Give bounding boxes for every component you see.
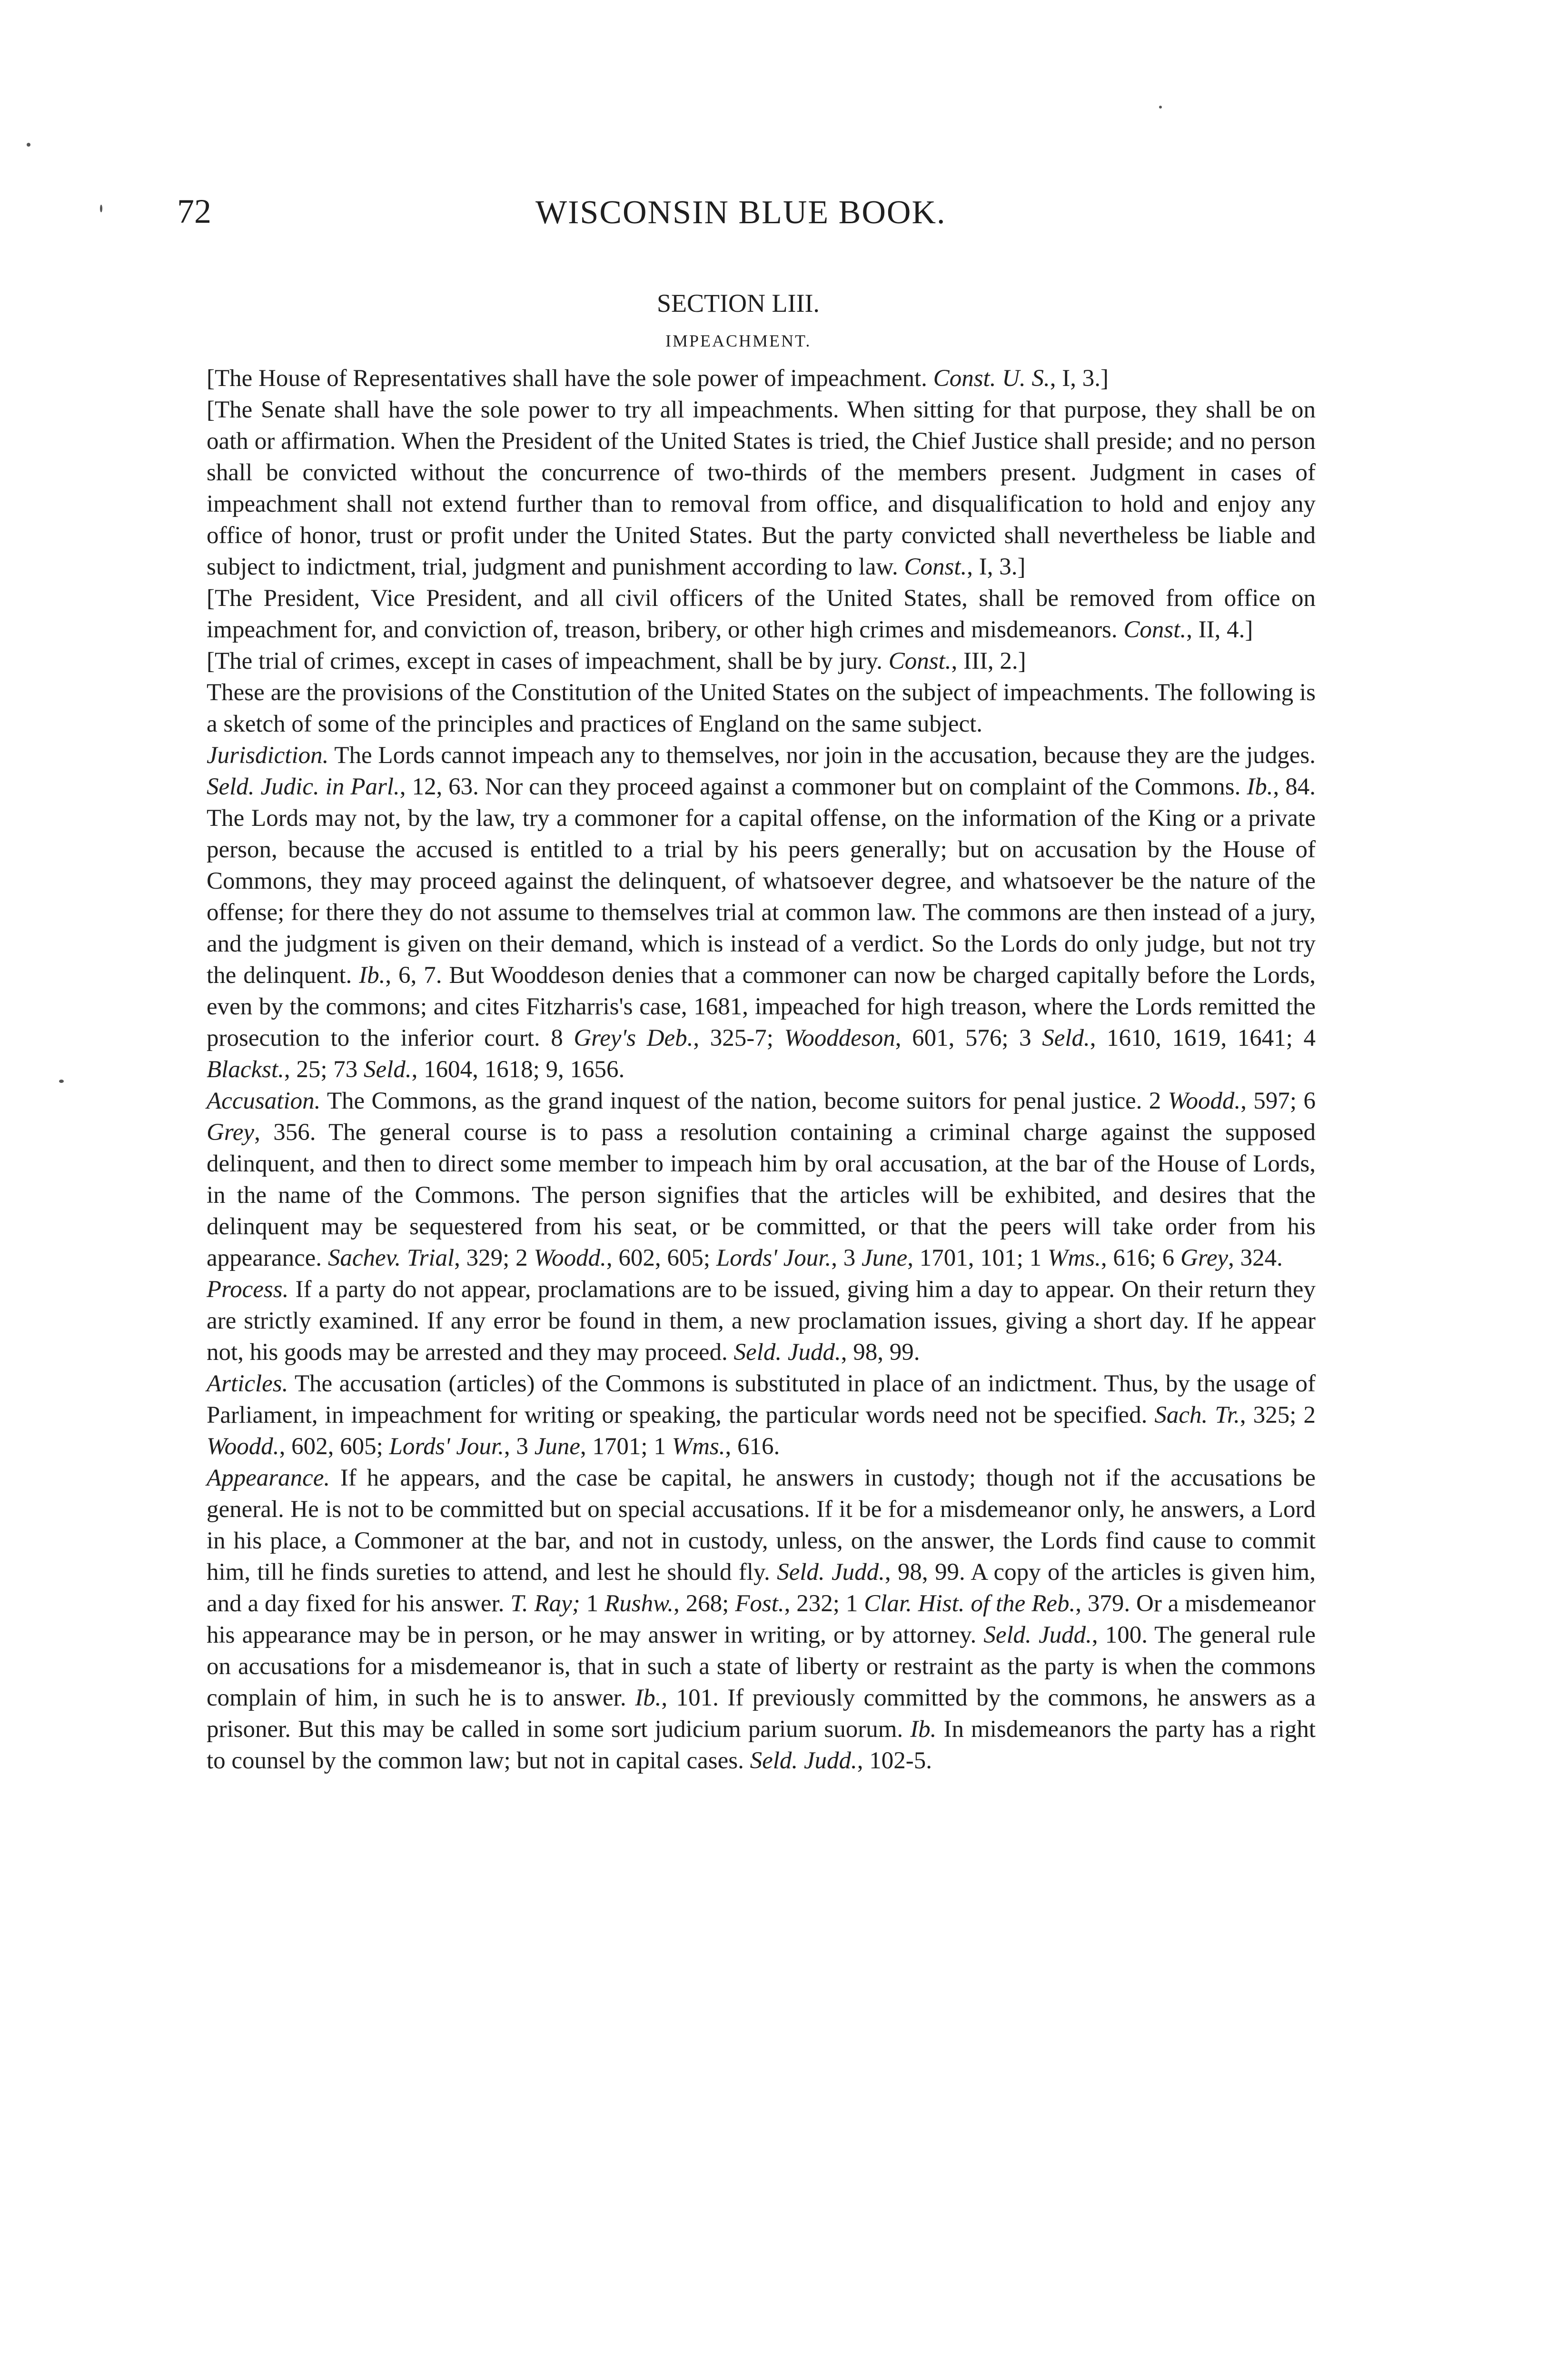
citation: Grey xyxy=(207,1119,255,1146)
text: , 3 xyxy=(831,1245,862,1271)
citation: Seld. xyxy=(364,1056,412,1083)
text: The Lords cannot impeach any to themselves, nor join in the accusation, because they are the judges. xyxy=(328,742,1316,769)
page-number: 72 xyxy=(177,192,211,230)
text: The accusation (articles) of the Commons is substituted in place of an indictment. Thus, by the usage of Parliament, in impeachment for writing or speaking, the particular words need not be specified. xyxy=(207,1370,1316,1428)
text: , 616. xyxy=(725,1433,780,1460)
text: , 1701, 101; 1 xyxy=(907,1245,1048,1271)
text: , 597; 6 xyxy=(1240,1088,1316,1114)
paragraph-appearance xyxy=(207,1462,1316,1776)
text: , 98, 99. A copy of the articles is given him, and a day fixed for his answer. xyxy=(207,1559,1316,1617)
citation: Sachev. Trial xyxy=(327,1245,455,1271)
citation: Seld. Judic. in Parl. xyxy=(207,774,400,800)
citation: Woodd. xyxy=(1168,1088,1241,1114)
citation: Wooddeson xyxy=(784,1025,895,1051)
text: , 325-7; xyxy=(693,1025,784,1051)
text: , 268; xyxy=(674,1590,735,1617)
citation: Woodd. xyxy=(207,1433,279,1460)
running-head: WISCONSIN BLUE BOOK. xyxy=(535,194,946,231)
paragraph-provisions xyxy=(207,677,1316,740)
citation: Seld. xyxy=(1042,1025,1090,1051)
citation: Sach. Tr. xyxy=(1154,1402,1240,1428)
text: , 1701; 1 xyxy=(580,1433,672,1460)
text: [The House of Representatives shall have the sole power of impeachment. xyxy=(207,365,933,392)
text: , 616; 6 xyxy=(1100,1245,1181,1271)
text: , 84. The Lords may not, by the law, try a commoner for a capital offense, on the information of the King or a private person, because the accused is entitled to a trial by his peers generally; but on accusation by the House of Commons, they may proceed against the delinquent, of whatsoever degree, and whatsoever be the nature of the offense; for there they do not assume to themselves trial at common law. The commons are then instead of a jury, and the judgment is given on their demand, which is instead of a verdict. So the Lords do only judge, but not try the delinquent. xyxy=(207,774,1316,989)
scan-speck xyxy=(100,205,102,212)
text: , I, 3.] xyxy=(1050,365,1109,392)
citation: Wms. xyxy=(672,1433,725,1460)
citation: Lords' Jour. xyxy=(716,1245,832,1271)
paragraph-articles xyxy=(207,1368,1316,1462)
citation: Ib. xyxy=(635,1685,662,1711)
citation: Woodd. xyxy=(534,1245,606,1271)
citation: Fost. xyxy=(735,1590,784,1617)
paragraph-process xyxy=(207,1274,1316,1368)
text: , 1610, 1619, 1641; 4 xyxy=(1090,1025,1316,1051)
citation: Lords' Jour. xyxy=(389,1433,504,1460)
citation: Const. xyxy=(888,648,951,674)
citation: Grey's Deb. xyxy=(574,1025,694,1051)
scan-speck xyxy=(27,143,30,147)
text: , 100. The general rule on accusations for a misdemeanor is, that in such a state of liberty or restraint as the party is when the commons complain of him, in such he is to answer. xyxy=(207,1622,1316,1711)
text: , 602, 605; xyxy=(279,1433,389,1460)
citation: Const. xyxy=(1123,616,1187,643)
text: , 3 xyxy=(504,1433,535,1460)
text: , 379. Or a misdemeanor his appearance may be in person, or he may answer in writing, or by attorney. xyxy=(207,1590,1316,1648)
paragraph-house-power xyxy=(207,363,1316,394)
text: [The trial of crimes, except in cases of impeachment, shall be by jury. xyxy=(207,648,889,674)
text: , 25; 73 xyxy=(284,1056,364,1083)
section-heading: SECTION LIII. xyxy=(657,289,820,317)
paragraph-accusation xyxy=(207,1085,1316,1274)
text: , 6, 7. But Wooddeson denies that a commoner can now be charged capitally before the Lords, even by the commons; and cites Fitzharris's case, 1681, impeached for high treason, where the Lords remitted the prosecution to the inferior court. 8 xyxy=(207,962,1316,1051)
citation: Ib. xyxy=(359,962,386,989)
citation: Ib. xyxy=(1247,774,1273,800)
citation: Grey xyxy=(1180,1245,1229,1271)
text: , 232; 1 xyxy=(784,1590,864,1617)
text: These are the provisions of the Constitution of the United States on the subject of impeachments. The following is a sketch of some of the principles and practices of England on the same subject. xyxy=(207,679,1316,737)
text: , 329; 2 xyxy=(454,1245,534,1271)
text: , III, 2.] xyxy=(951,648,1026,674)
scan-speck xyxy=(1159,106,1162,109)
citation: Seld. Judd. xyxy=(983,1622,1092,1648)
citation: June xyxy=(534,1433,580,1460)
citation: Seld. Judd. xyxy=(777,1559,885,1586)
text: , 102-5. xyxy=(857,1747,932,1774)
text: , 101. If previously committed by the commons, he answers as a prisoner. But this may be called in some sort judicium parium suorum. xyxy=(207,1685,1316,1743)
citation: T. Ray; xyxy=(510,1590,580,1617)
citation: Ib. xyxy=(910,1716,937,1743)
citation: Seld. Judd. xyxy=(750,1747,857,1774)
paragraph-label: Accusation. xyxy=(207,1088,321,1114)
text: , 12, 63. Nor can they proceed against a commoner but on complaint of the Commons. xyxy=(399,774,1247,800)
text: [The President, Vice President, and all civil officers of the United States, shall be removed from office on impeachment for, and conviction of, treason, bribery, or other high crimes and misdemeanors. xyxy=(207,585,1316,643)
paragraph-label: Articles. xyxy=(207,1370,288,1397)
text: , 601, 576; 3 xyxy=(895,1025,1042,1051)
paragraph-removal xyxy=(207,583,1316,645)
text: , 325; 2 xyxy=(1239,1402,1316,1428)
citation: June xyxy=(861,1245,908,1271)
text: , 1604, 1618; 9, 1656. xyxy=(411,1056,625,1083)
citation: Seld. Judd. xyxy=(733,1339,841,1366)
paragraph-jury-trial xyxy=(207,645,1316,677)
text: , I, 3.] xyxy=(967,554,1026,580)
body-text xyxy=(207,363,1316,1776)
section-subheading: IMPEACHMENT. xyxy=(665,331,812,350)
paragraph-label: Process. xyxy=(207,1276,289,1303)
citation: Const. U. S. xyxy=(933,365,1050,392)
text: , 98, 99. xyxy=(841,1339,920,1366)
paragraph-jurisdiction xyxy=(207,740,1316,1085)
citation: Const. xyxy=(904,554,967,580)
text: , II, 4.] xyxy=(1186,616,1253,643)
text: [The Senate shall have the sole power to try all impeachments. When sitting for that purpose, they shall be on oath or affirmation. When the President of the United States is tried, the Chief Justice shall preside; and no person shall be convicted without the concurrence of two-thirds of the members present. Judgment in cases of impeachment shall not extend further than to removal from office, and disqualification to hold and enjoy any office of honor, trust or profit under the United States. But the party convicted shall nevertheless be liable and subject to indictment, trial, judgment and punishment according to law. xyxy=(207,397,1316,580)
text: , 356. The general course is to pass a resolution containing a criminal charge against the supposed delinquent, and then to direct some member to impeach him by oral accusation, at the bar of the House of Lords, in the name of the Commons. The person signifies that the articles will be exhibited, and desires that the delinquent may be sequestered from his seat, or be committed, or that the peers will take order from his appearance. xyxy=(207,1119,1316,1271)
citation: Clar. Hist. of the Reb. xyxy=(864,1590,1076,1617)
text: , 602, 605; xyxy=(606,1245,716,1271)
citation: Rushw. xyxy=(605,1590,674,1617)
citation: Wms. xyxy=(1047,1245,1101,1271)
text: If a party do not appear, proclamations are to be issued, giving him a day to appear. On their return they are strictly examined. If any error be found in them, a new proclamation issues, giving a short day. If he appear not, his goods may be arrested and they may proceed. xyxy=(207,1276,1316,1366)
text: If he appears, and the case be capital, he answers in custody; though not if the accusations be general. He is not to be committed but on special accusations. If it be for a misdemeanor only, he answers, a Lord in his place, a Commoner at the bar, and not in custody, unless, on the answer, the Lords find cause to commit him, till he finds sureties to attend, and lest he should fly. xyxy=(207,1465,1316,1586)
paragraph-label: Appearance. xyxy=(207,1465,330,1491)
scan-speck xyxy=(59,1080,64,1083)
paragraph-label: Jurisdiction. xyxy=(207,742,329,769)
text: 1 xyxy=(580,1590,605,1617)
text: , 324. xyxy=(1228,1245,1283,1271)
text: The Commons, as the grand inquest of the nation, become suitors for penal justice. 2 xyxy=(320,1088,1168,1114)
paragraph-senate-power xyxy=(207,394,1316,583)
citation: Blackst. xyxy=(207,1056,284,1083)
text: In misdemeanors the party has a right to counsel by the common law; but not in capital cases. xyxy=(207,1716,1316,1774)
